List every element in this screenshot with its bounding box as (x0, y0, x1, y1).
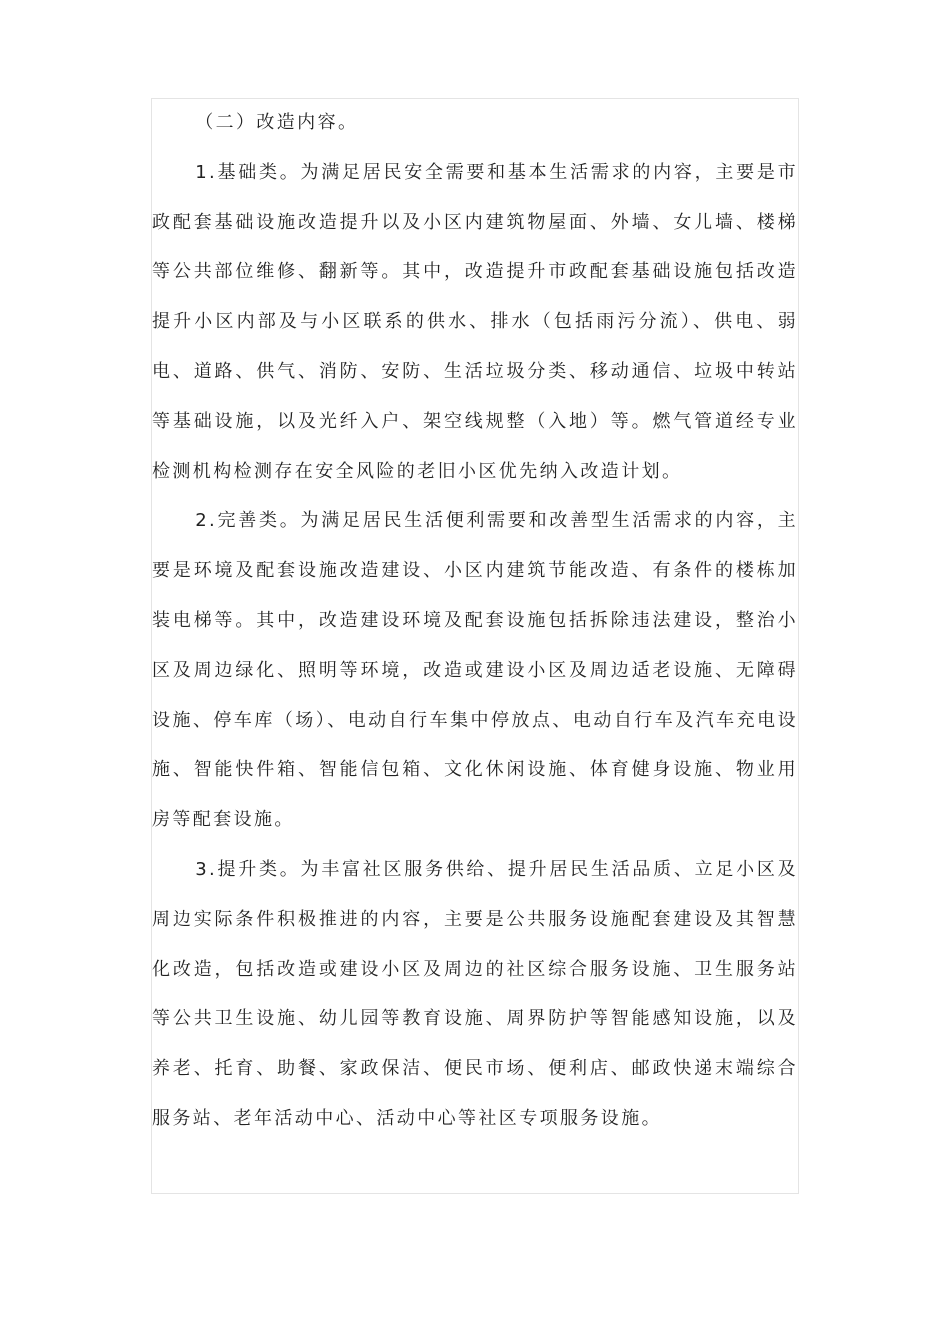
document-body (152, 98, 798, 1144)
paragraph-improvement: 2.完善类。为满足居民生活便利需要和改善型生活需求的内容，主要是环境及配套设施改造建设、小区内建筑节能改造、有条件的楼栋加装电梯等。其中，改造建设环境及配套设施包括拆除违法建设，整治小区及周边绿化、照明等环境，改造或建设小区及周边适老设施、无障碍设施、停车库（场）、电动自行车集中停放点、电动自行车及汽车充电设施、智能快件箱、智能信包箱、文化休闲设施、体育健身设施、物业用房等配套设施。 (152, 510, 798, 831)
section-heading: （二）改造内容。 (195, 112, 359, 133)
paragraph-upgrade: 3.提升类。为丰富社区服务供给、提升居民生活品质、立足小区及周边实际条件积极推进的内容，主要是公共服务设施配套建设及其智慧化改造，包括改造或建设小区及周边的社区综合服务设施、卫生服务站等公共卫生设施、幼儿园等教育设施、周界防护等智能感知设施，以及养老、托育、助餐、家政保洁、便民市场、便利店、邮政快递末端综合服务站、老年活动中心、活动中心等社区专项服务设施。 (152, 858, 798, 1129)
paragraph-basic: 1.基础类。为满足居民安全需要和基本生活需求的内容，主要是市政配套基础设施改造提升以及小区内建筑物屋面、外墙、女儿墙、楼梯等公共部位维修、翻新等。其中，改造提升市政配套基础设施包括改造提升小区内部及与小区联系的供水、排水（包括雨污分流）、供电、弱电、道路、供气、消防、安防、生活垃圾分类、移动通信、垃圾中转站等基础设施，以及光纤入户、架空线规整（入地）等。燃气管道经专业检测机构检测存在安全风险的老旧小区优先纳入改造计划。 (152, 161, 798, 482)
